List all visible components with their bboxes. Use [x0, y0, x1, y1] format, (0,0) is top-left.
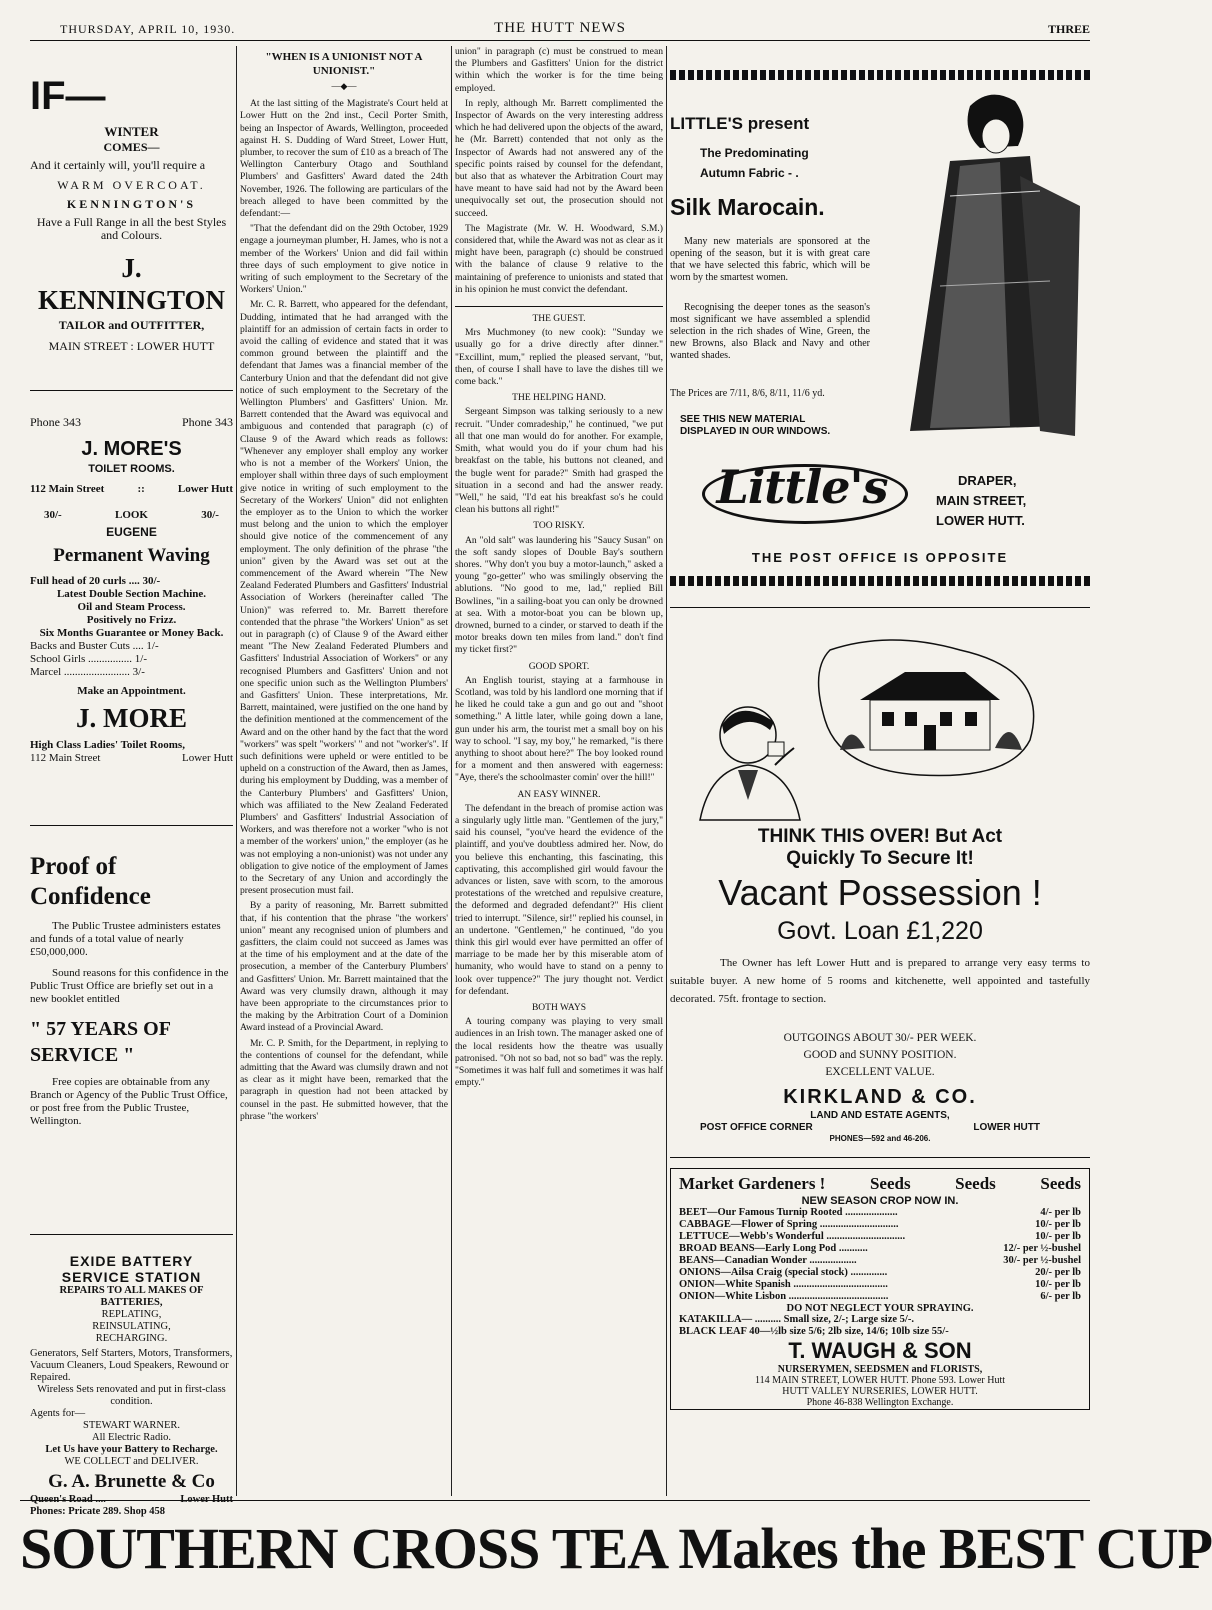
ad-line: The Predominating	[700, 146, 809, 160]
humour-title: GOOD SPORT.	[528, 661, 590, 672]
humour-text: Sergeant Simpson was talking seriously to a new recruit. "Under comradeship," he continued, "we put all that one man would do for another. For example, Smith, what would you do if your chum had his breakfast on the table, his buttons not cleaned, and the bugle went for parade?" Smith had grasped the situation in a second and had the answer ready. "Well," he said, "I'd eat his breakfast so's he could clean his buttons all right!"	[455, 406, 663, 516]
ad-paragraph: The Public Trustee administers estates and funds of a total value of nearly £50,000,000.	[30, 920, 221, 958]
trustee-title: Proof of	[30, 853, 117, 880]
ad-paragraph: The Owner has left Lower Hutt and is prepared to arrange very easy terms to suitable buyer. A new home of 5 rooms and kitchenette, well appointed and tastefully decorated. 75ft. frontage to section.	[670, 957, 1090, 1005]
seed-price: 4/- per lb	[1040, 1207, 1081, 1218]
column-ads-left	[30, 46, 233, 1517]
ad-line: RECHARGING.	[95, 1333, 168, 1344]
price-line: Marcel ........................ 3/-	[30, 666, 145, 678]
ad-line: BATTERIES,	[100, 1297, 163, 1308]
think-headline	[670, 826, 1090, 870]
littles-logo	[702, 456, 902, 526]
kennington-ad	[30, 74, 233, 374]
ad-line: Phone 46-838 Wellington Exchange.	[806, 1397, 954, 1408]
issue-date: THURSDAY, APRIL 10, 1930.	[60, 22, 236, 36]
silk-marocain: Silk Marocain.	[670, 194, 825, 220]
list-item	[679, 1219, 1081, 1231]
perm-waving: Permanent Waving	[53, 545, 210, 566]
ad-paragraph: Sound reasons for this confidence in the Public Trust Office are briefly set out in a new booklet entitled	[30, 967, 229, 1005]
vacant-possession: Vacant Possession !	[718, 872, 1042, 913]
price-line: School Girls ................ 1/-	[30, 653, 148, 665]
ad-line: Positively no Frizz.	[86, 614, 177, 626]
humour-text: An "old salt" was laundering his "Saucy Susan" on the soft sandy slopes of Double Bay's southern shores. "Why don't you buy a motor-launch," asked a young "go-getter" who was smilingly observing the ablutions. "No good to me, lad," replied Bill Bowlines, "in a sailing-boat you can only be drowned at sea. With a motor-boat you can be blown up, drowned, burned to a cinder, or starved to death if the motor breaks down ten miles from land." don't find my ticket first?"	[455, 534, 663, 656]
southern-cross-tea-banner: SOUTHERN CROSS TEA Makes the BEST CUP	[20, 1500, 1090, 1601]
column-article-cont	[455, 46, 663, 1496]
waugh-name: T. WAUGH & SON	[788, 1338, 972, 1363]
article-paragraph: At the last sitting of the Magistrate's Court held at Lower Hutt on the 2nd inst., Cecil Porter Smith, being an Inspector of Awards, Wellington, proceeded against H. S. Dudding of Ward Street, Lower Hutt, plumber, to recover the sum of £10 as a breach of The Wellington Canterbury Otago and Southland Plumbers' and Gasfitters' Award dated the 24th November, 1926. The following are particulars of the breach alleged to have been committed by the defendant:—	[240, 98, 448, 220]
ad-line: EUGENE	[106, 525, 157, 539]
ad-line: REPAIRS TO ALL MAKES OF	[59, 1285, 204, 1296]
page-number: THREE	[1047, 22, 1090, 36]
list-item	[679, 1291, 1081, 1303]
seed-name: BROAD BEANS—Early Long Pod ...........	[679, 1243, 868, 1254]
ad-line: ::	[137, 483, 145, 495]
humour-text: A touring company was playing to very small audiences in an Irish town. The manager asked one of the local residents how the theatre was usually patronised. "Oh not so bad, not so bad" was the reply. "Sometimes it was half full and sometimes it was half empty."	[455, 1016, 663, 1089]
ad-paragraph: Recognising the deeper tones as the season's most significant we have assembled a splendid selection in the rich shades of Wine, Green, the new Browns, also Black and Navy and other wanted shades.	[670, 302, 870, 361]
ad-headline: Quickly To Secure It!	[786, 848, 974, 869]
man-drinking-tea-illustration	[690, 630, 1070, 820]
ad-line: DISPLAYED IN OUR WINDOWS.	[680, 426, 831, 437]
kirkland-name: KIRKLAND & CO.	[783, 1086, 977, 1108]
lady-fashion-illustration	[890, 86, 1086, 446]
ad-line: Agents for—	[30, 1408, 86, 1419]
ad-line: POST OFFICE CORNER	[700, 1122, 813, 1133]
ad-line: Lower Hutt	[180, 1494, 233, 1505]
ad-headline: SERVICE STATION	[61, 1269, 202, 1285]
humour-title: BOTH WAYS	[531, 1003, 587, 1014]
booklet-title: " 57 YEARS OF SERVICE "	[30, 1018, 171, 1066]
ad-line: High Class Ladies' Toilet Rooms,	[30, 739, 185, 751]
ad-line: WINTER	[104, 124, 159, 139]
seed-name: BEANS—Canadian Wonder ..................	[679, 1255, 857, 1266]
kirkland-ad	[670, 614, 1090, 1132]
ad-line: LOWER HUTT.	[936, 513, 1025, 528]
kennington-name: J. KENNINGTON	[37, 253, 226, 315]
list-item	[679, 1243, 1081, 1255]
article-title: "WHEN IS A UNIONIST NOT A UNIONIST."	[265, 51, 423, 77]
ad-line: WARM OVERCOAT.	[57, 178, 206, 192]
phone-label: Phone 343	[30, 415, 81, 429]
humour-title: THE GUEST.	[532, 314, 586, 325]
humour-title: TOO RISKY.	[533, 521, 585, 532]
ad-paragraph: Free copies are obtainable from any Branch or Agency of the Public Trust Office, or post free from the Public Trustee, Wellington.	[30, 1076, 228, 1127]
seed-price-list	[679, 1207, 1081, 1303]
littles-address	[936, 471, 1026, 531]
ad-line: MAIN STREET,	[936, 493, 1027, 508]
ad-line: Let Us have your Battery to Recharge.	[45, 1444, 218, 1455]
article-paragraph: "That the defendant did on the 29th October, 1929 engage a journeyman plumber, H. James, who is not a member of the Workers' Union and did fail within three days of such employment to give notice in writing of such employment to the Secretary of the Workers' Union."	[240, 223, 448, 296]
ad-line: DRAPER,	[958, 473, 1017, 488]
ad-line: Have a Full Range in all the best Styles and Colours.	[36, 215, 227, 242]
seed-price: 10/- per lb	[1035, 1219, 1081, 1230]
seed-name: LETTUCE—Webb's Wonderful ..............................	[679, 1231, 906, 1242]
ad-paragraph: Wireless Sets renovated and put in first-class condition.	[37, 1384, 226, 1407]
list-item	[679, 1207, 1081, 1219]
ad-line: Latest Double Section Machine.	[56, 588, 207, 600]
ad-paragraph: Generators, Self Starters, Motors, Transformers, Vacuum Cleaners, Loud Speakers, Rewound or Repaired.	[30, 1348, 233, 1383]
ad-line: LAND AND ESTATE AGENTS,	[810, 1110, 950, 1121]
article-paragraph: In reply, although Mr. Barrett complimented the Inspector of Awards on the very interesting address which he had delivered upon the objects of the award, he (Mr. Barrett) contended that not only as the Inspector of Awards had not answered any of the specific points raised by counsel for the defendant, but also that as whatever the Arbitration Court may have meant to have said had not by the Award been unequivocally set out, the prosecution should not succeed.	[455, 97, 663, 219]
list-item	[679, 1231, 1081, 1243]
seed-name: ONIONS—Ailsa Craig (special stock) ..............	[679, 1267, 888, 1278]
humour-text: Mrs Muchmoney (to new cook): "Sunday we usually go for a drive directly after dinner." "Excillint, mum," replied the pleased servant, "but, then, of course I shall have to lave the dishes till we come back."	[455, 327, 663, 388]
list-item	[679, 1255, 1081, 1267]
article-paragraph: union" in paragraph (c) must be construed to mean the Plumbers and Gasfitters' Union for the district within which the worker is for the time being employed.	[455, 46, 663, 94]
ad-line: Make an Appointment.	[77, 685, 186, 697]
more-ad	[30, 397, 233, 815]
column-rule	[666, 46, 667, 1496]
trustee-title: Confidence	[30, 883, 151, 910]
column-rule	[451, 46, 452, 1496]
ad-line: Full head of 20 curls .... 30/-	[30, 575, 161, 587]
ad-headline: THINK THIS OVER! But Act	[757, 826, 1003, 847]
ad-headline: Seeds	[1040, 1174, 1081, 1193]
ad-line: 112 Main Street	[30, 752, 101, 764]
ad-line: WE COLLECT and DELIVER.	[64, 1456, 199, 1467]
ad-line: Lower Hutt	[177, 483, 233, 495]
exide-ad	[30, 1241, 233, 1518]
ad-line: HUTT VALLEY NURSERIES, LOWER HUTT.	[782, 1386, 978, 1397]
price-line: Backs and Buster Cuts .... 1/-	[30, 640, 159, 652]
column-article: "WHEN IS A UNIONIST NOT A UNIONIST." —◆— At the last sitting of the Magistrate's Court held at Lower Hutt on the 2nd inst., Cecil Porter Smith, being an Inspector of Awards, Wellington, proceeded against H. S. Dudding of Ward Street, Lower Hutt, plumber, to recover the sum of £10 as a breach of The Wellington Canterbury Otago and Southland Plumbers' and Gasfitters' Award dated the 24th November, 1926. The following are particulars of the breach alleged to have been committed by the defendant:— "That the defendant did on the 29th October, 1929 engage a journeyman plumber, H. James, who is not a member of the Workers' Union and did fail within three days of such employment to give notice in writing of such employment to the Secretary of the Workers' Union." Mr. C. R. Barrett, who appeared for the defendant, Dudding, intimated that he had arranged with the plaintiff for an admission of certain facts in order to avoid the calling of evidence and stated that it was common ground between the plaintiff and the defendant that James was a financial member of the Canterbury Union and that the defendant did not give notice of such employment to the Secretary of the Wellington Plumbers' and Gasfitters' Union. Mr. Barrett contended that the Award was equivocal and ambiguous and contended that paragraph (c) of Clause 9 of the Award which reads as follows: "Whenever any employer shall employ any worker who is not a member of the Workers' Union, the employer shall within three days of such employment give notice in writing of such employment to the Secretary of the Workers' Union" did not enlighten the employer as to the Union to which the worker must belong and the union to which the employer should give notice of the commencement of any employment. The only definition of the phrase "the union" given by the Award was set out at the commencement of the Award wherein "The New Zealand Federated Plumbers and Gasfitters' Industrial Association of Workers (hereinafter called 'The Union)" was referred to. Mr. Barrett therefore contended that the phrase "the Workers' Union" as set out in paragraph (c) of Clause 9 of the Award either meant "The New Zealand Federated Plumbers and Gasfitters' Industrial Association of Workers" or any recognised Plumbers and Gasfitters' Union and not one specific union such as the Wellington Plumbers' and Gasfitters' Union. These interpretations, Mr. Barrett, maintained, were justified on the one hand by the definition mentioned at the commencement of the Award and on the other hand by the fact that the word "workers" was spelt "workers' " and not "worker's". If such definitions were upheld or were entitled to be upheld on a construction of the Award, then as James, during his employment by Dudding, was a member of the Canterbury Plumbers' and Gasfitters' Union, which was affiliated to the New Zealand Federated Plumbers' and Gasfitters' Industrial Association of Workers, and was therefore not a worker "who is not a member of the workers' union," the employer (as he was not employing a non-unionist) was not under any obligation to give notice of the employment of James to the Secretary of any Union and accordingly the present prosecution must fail. By a parity of reasoning, Mr. Barrett submitted that, if his contention that the phrase "the workers' union" meant any recognised union of plumbers and gasfitters, the claim could not succeed as James was at the time of his employment and at the date of the prosecution, a member of the Canterbury Plumbers' and Gasfitters' Union. Mr. Barrett maintained that the Award was very clumsily drawn, although it may have been appropriate to the circumstances prior to the making by the Arbitration Court of a Dominion Award instead of a Provincial Award. Mr. C. P. Smith, for the Department, in replying to the contentions of counsel for the defendant, while admitting that the Award was clumsily drawn and not as clear as it might have been, remarked that the paragraph in question had not been attacked by counsel in the past. He submitted however, that the phrase "the workers'	[240, 51, 448, 1122]
ad-line: GOOD and SUNNY POSITION.	[803, 1049, 957, 1061]
ad-line: Oil and Steam Process.	[77, 601, 186, 613]
ad-headline: Seeds	[869, 1174, 911, 1193]
seed-price: 10/- per lb	[1035, 1231, 1081, 1242]
seed-name: BEET—Our Famous Turnip Rooted ....................	[679, 1207, 898, 1218]
ad-line: TOILET ROOMS.	[88, 463, 175, 475]
public-trustee-ad	[30, 832, 233, 1232]
ad-line: 114 MAIN STREET, LOWER HUTT. Phone 593. Lower Hutt	[754, 1375, 1006, 1386]
kirkland-address	[700, 1122, 1040, 1133]
govt-loan: Govt. Loan £1,220	[777, 917, 983, 945]
littles-ad	[670, 46, 1090, 591]
column-rule	[236, 46, 237, 1496]
ad-line: NEW SEASON CROP NOW IN.	[801, 1195, 959, 1207]
ad-line: LOOK	[114, 509, 148, 521]
ad-line: KENNINGTON'S	[66, 197, 197, 211]
humour-title: AN EASY WINNER.	[517, 789, 601, 800]
seed-name: CABBAGE—Flower of Spring ..............................	[679, 1219, 899, 1230]
humour-section	[455, 313, 663, 1089]
article-paragraph: By a parity of reasoning, Mr. Barrett submitted that, if his contention that the phrase "the workers' union" meant any recognised union of plumbers and gasfitters, the claim could not succeed as James was at the time of his employment and at the date of the prosecution, a member of the Canterbury Plumbers' and Gasfitters' Union. Mr. Barrett maintained that the Award was very clumsily drawn, although it may have been appropriate to the circumstances prior to the making by the Arbitration Court of a Dominion Award instead of a Provincial Award.	[240, 900, 448, 1034]
more-name: J. MORE'S	[81, 438, 182, 460]
column-ads-right	[670, 46, 1090, 1496]
ad-line: OUTGOINGS ABOUT 30/- PER WEEK.	[783, 1032, 977, 1044]
article-paragraph: The Magistrate (Mr. W. H. Woodward, S.M.) considered that, while the Award was not as clear as it might have been, paragraph (c) should be construed with the balance of clause 9 relative to the maintaining of preference to unionists and stated that in his opinion he must convict the defendant.	[455, 222, 663, 295]
ad-line: STEWART WARNER.	[83, 1420, 180, 1431]
brunette-name: G. A. Brunette & Co	[48, 1471, 215, 1492]
ad-line: And it certainly will, you'll require a	[30, 158, 206, 172]
seed-price: 10/- per lb	[1035, 1279, 1081, 1290]
ad-line: Lower Hutt	[181, 752, 233, 764]
seed-price: 30/- per ½-bushel	[1003, 1255, 1081, 1266]
article-paragraph: Mr. C. R. Barrett, who appeared for the defendant, Dudding, intimated that he had arranged with the plaintiff for an admission of certain facts in order to avoid the calling of evidence and stated that it was common ground between the plaintiff and the defendant that James was a financial member of the Canterbury Union and that the defendant did not give notice of such employment to the Secretary of the Wellington Plumbers' and Gasfitters' Union. Mr. Barrett contended that the Award was equivocal and ambiguous and contended that paragraph (c) of Clause 9 of the Award which reads as follows: "Whenever any employer shall employ any worker who is not a member of the Workers' Union, the employer shall within three days of such employment give notice in writing of such employment to the Secretary of the Workers' Union" did not enlighten the employer as to the Union to which the worker must belong and the union to which the employer should give notice of the commencement of any employment. The only definition of the phrase "the union" given by the Award was set out at the commencement of the Award wherein "The New Zealand Federated Plumbers and Gasfitters' Industrial Association of Workers (hereinafter called 'The Union)" was referred to. Mr. Barrett therefore contended that the phrase "the Workers' Union" as set out in paragraph (c) of Clause 9 of the Award either meant "The New Zealand Federated Plumbers and Gasfitters' Industrial Association of Workers" or any recognised Plumbers and Gasfitters' Union and not one specific union such as the Wellington Plumbers' and Gasfitters' Union. These interpretations, Mr. Barrett, maintained, were justified on the one hand by the definition mentioned at the commencement of the Award and on the other hand by the fact that the word "workers" was spelt "workers' " and not "worker's". If such definitions were upheld or were entitled to be upheld on a construction of the Award, then as James, during his employment by Dudding, was a member of the Canterbury Plumbers' and Gasfitters' Union, which was affiliated to the New Zealand Federated Plumbers' and Gasfitters' Industrial Association of Workers, and was therefore not a worker "who is not a member of the workers' union," the employer (as he was not employing a non-unionist) was not under any obligation to give notice of the employment of James to the Secretary of any Union and accordingly the present prosecution must fail.	[240, 299, 448, 897]
seed-price: 20/- per lb	[1035, 1267, 1081, 1278]
seed-name: ONION—White Lisbon ......................................	[679, 1291, 889, 1302]
seed-name: ONION—White Spanish ....................................	[679, 1279, 888, 1290]
humour-text: An English tourist, staying at a farmhouse in Scotland, was told by his landlord one morning that if he liked he could take a gun and go out and "shoot something." A little later, while going down a lane, gun under his arm, the tourist met a small boy on his way to school. "I say, my boy," he remarked, "is there anything to shoot about here?" The boy looked round for a moment and then answered with eagerness: "Aye, there's the schoolmaster comin' over the hill!"	[455, 674, 663, 784]
ad-line: LOWER HUTT	[973, 1122, 1040, 1133]
ad-line: PHONES—592 and 46-206.	[829, 1134, 931, 1143]
ad-line: EXCELLENT VALUE.	[825, 1066, 935, 1078]
ad-headline: IF—	[30, 74, 106, 118]
humour-title: THE HELPING HAND.	[512, 393, 606, 404]
ad-line: Six Months Guarantee or Money Back.	[39, 627, 224, 639]
seed-price: 12/- per ½-bushel	[1003, 1243, 1081, 1254]
ad-headline: Seeds	[955, 1174, 996, 1193]
border-strip	[670, 70, 1090, 80]
ad-line: KATAKILLA— .......... Small size, 2/-; Large size 5/-.	[679, 1314, 914, 1325]
ad-line: THE POST OFFICE IS OPPOSITE	[751, 550, 1009, 565]
paper-name: THE HUTT NEWS	[494, 20, 626, 36]
ad-line: Queen's Road ....	[30, 1494, 106, 1505]
list-item	[679, 1267, 1081, 1279]
ad-line: REINSULATING,	[92, 1321, 171, 1332]
ad-line: 112 Main Street	[30, 483, 105, 495]
ad-line: DO NOT NEGLECT YOUR SPRAYING.	[786, 1303, 974, 1314]
seed-price: 6/- per lb	[1040, 1291, 1081, 1302]
border-strip	[670, 576, 1090, 586]
ad-headline: Market Gardeners !	[679, 1174, 826, 1193]
house-illustration	[840, 672, 1022, 750]
logo-text: Little's	[716, 460, 888, 514]
ad-line: COMES—	[103, 140, 160, 154]
more-name-large: J. MORE	[76, 703, 187, 733]
ad-line: NURSERYMEN, SEEDSMEN and FLORISTS,	[777, 1364, 983, 1375]
price: 30/-	[201, 509, 219, 521]
ad-line: SEE THIS NEW MATERIAL	[680, 414, 806, 425]
masthead	[30, 20, 1090, 41]
ad-line: All Electric Radio.	[91, 1432, 172, 1443]
waugh-ad	[670, 1168, 1090, 1410]
kirkland-features	[670, 1030, 1090, 1081]
ad-line: The Prices are 7/11, 8/6, 8/11, 11/6 yd.	[670, 388, 825, 399]
ad-headline: LITTLE'S present	[670, 114, 810, 133]
ad-line: BLACK LEAF 40—½lb size 5/6; 2lb size, 14/6; 10lb size 55/-	[679, 1326, 949, 1337]
ad-line: MAIN STREET : LOWER HUTT	[48, 339, 215, 353]
ad-line: REPLATING,	[101, 1309, 162, 1320]
ad-line: Autumn Fabric - .	[700, 166, 799, 180]
article-paragraph: Mr. C. P. Smith, for the Department, in replying to the contentions of counsel for the defendant, while admitting that the Award was clumsily drawn and not as clear as it might have been, remarked that the paragraph in question had not been attacked by counsel in the past. He submitted however, that the phrase "the workers'	[240, 1037, 448, 1122]
ad-paragraph: Many new materials are sponsored at the opening of the season, but it is with great care that we have selected this fabric, which will be worn by the smartest women.	[670, 236, 870, 283]
humour-text: The defendant in the breach of promise action was a singularly ugly little man. "Gentlemen of the jury," said his counsel, "you've heard the evidence of the plaintiff, and you've doubtless admired her. Now, do you believe this enchanting, this fascinating, this captivating, this accomplished girl would favour the advances or listen, save with scorn, to the amorous protestations of the wretched and repulsive creature, the deformed and degraded defendant?" His client tried to interrupt. "Silence, sir!" replied his counsel, in an undertone. "Gentlemen," he continued, "do you think this girl would ever have permitted an offer of marriage to be made her by this miserable atom of humanity, who would have to stand on a penny to look over tuppence?" The jury thought not. Verdict for defendant.	[455, 802, 663, 997]
ad-line: Phones: Pricate 289. Shop 458	[30, 1506, 166, 1517]
phone-label: Phone 343	[182, 415, 233, 429]
ad-line: TAILOR and OUTFITTER,	[58, 318, 205, 332]
list-item	[679, 1279, 1081, 1291]
price: 30/-	[44, 509, 62, 521]
ad-headline: EXIDE BATTERY	[69, 1253, 194, 1269]
